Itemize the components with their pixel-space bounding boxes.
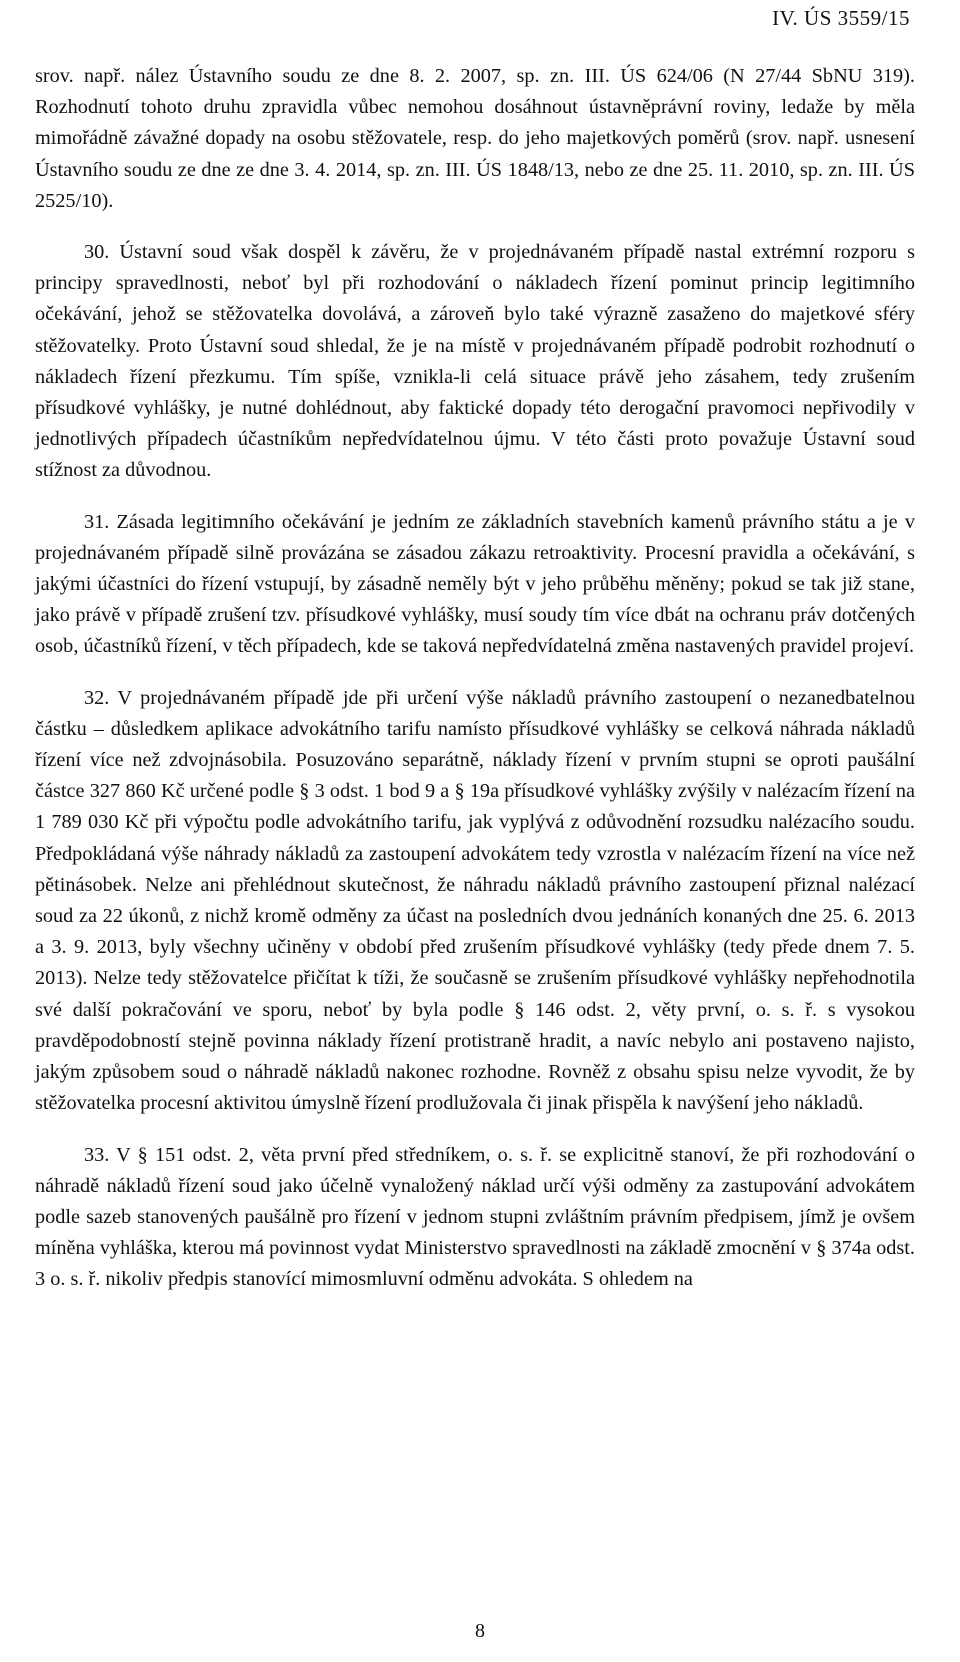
document-body <box>35 61 915 1296</box>
paragraph-33: 33. V § 151 odst. 2, věta první před středníkem, o. s. ř. se explicitně stanoví, že při rozhodování o náhradě nákladů řízení soud jako účelně vynaložený náklad určí výši odměny za zastupování advokátem podle sazeb stanovených paušálně pro řízení v jednom stupni zvláštním právním předpisem, jímž je ovšem míněna vyhláška, kterou má povinnost vydat Ministerstvo spravedlnosti na základě zmocnění v § 374a odst. 3 o. s. ř. nikoliv předpis stanovící mimosmluvní odměnu advokáta. S ohledem na <box>35 1143 915 1291</box>
paragraph-30: 30. Ústavní soud však dospěl k závěru, že v projednávaném případě nastal extrémní rozporu s principy spravedlnosti, neboť byl při rozhodování o nákladech řízení pominut princip legitimního očekávání, jehož se stěžovatelka dovolává, a zároveň bylo také výrazně zasaženo do majetkové sféry stěžovatelky. Proto Ústavní soud shledal, že je na místě v projednávaném případě podrobit rozhodnutí o nákladech řízení přezkumu. Tím spíše, vznikla-li celá situace právě jeho zásahem, tedy zrušením přísudkové vyhlášky, je nutné dohlédnout, aby faktické dopady této derogační pravomoci nepřivodily v jednotlivých případech účastníkům nepředvídatelnou újmu. V této části proto považuje Ústavní soud stížnost za důvodnou. <box>35 241 915 482</box>
page-number: 8 <box>475 1620 485 1642</box>
paragraph-32: 32. V projednávaném případě jde při určení výše nákladů právního zastoupení o nezanedbatelnou částku – důsledkem aplikace advokátního tarifu namísto přísudkové vyhlášky se celková náhrada nákladů řízení více než zdvojnásobila. Posuzováno separátně, náklady řízení v prvním stupni se oproti paušální částce 327 860 Kč určené podle § 3 odst. 1 bod 9 a § 19a přísudkové vyhlášky zvýšily v nalézacím řízení na 1 789 030 Kč při výpočtu podle advokátního tarifu, jak vyplývá z odůvodnění rozsudku nalézacího soudu. Předpokládaná výše náhrady nákladů za zastoupení advokátem tedy vzrostla v nalézacím řízení na více než pětinásobek. Nelze ani přehlédnout skutečnost, že náhradu nákladů právního zastoupení přiznal nalézací soud za 22 úkonů, z nichž kromě odměny za účast na posledních dvou jednáních konaných dne 25. 6. 2013 a 3. 9. 2013, byly všechny učiněny v období před zrušením přísudkové vyhlášky (tedy přede dnem 7. 5. 2013). Nelze tedy stěžovatelce přičítat k tíži, že současně se zrušením přísudkové vyhlášky nepřehodnotila své další pokračování ve sporu, neboť by byla podle § 146 odst. 2, věty první, o. s. ř. s vysokou pravděpodobností stejně povinna náklady řízení protistraně hradit, a navíc nebylo ani postaveno najisto, jakým způsobem soud o náhradě nákladů nakonec rozhodne. Rovněž z obsahu spisu nelze vyvodit, že by stěžovatelka procesní aktivitou úmyslně řízení prodlužovala či jinak přispěla k navýšení jeho nákladů. <box>35 686 915 1115</box>
paragraph-continuation: srov. např. nález Ústavního soudu ze dne 8. 2. 2007, sp. zn. III. ÚS 624/06 (N 27/44 SbNU 319). Rozhodnutí tohoto druhu zpravidla vůbec nemohou dosáhnout ústavněprávní roviny, ledaže by měla mimořádně závažné dopady na osobu stěžovatele, resp. do jeho majetkových poměrů (srov. např. usnesení Ústavního soudu ze dne ze dne 3. 4. 2014, sp. zn. III. ÚS 1848/13, nebo ze dne 25. 11. 2010, sp. zn. III. ÚS 2525/10). <box>35 65 915 212</box>
paragraph-31: 31. Zásada legitimního očekávání je jedním ze základních stavebních kamenů právního státu a je v projednávaném případě silně provázána se zásadou zákazu retroaktivity. Procesní pravidla a očekávání, s jakými účastníci do řízení vstupují, by zásadně neměly být v jeho průběhu měněny; pokud se tak již stane, jako právě v případě zrušení tzv. přísudkové vyhlášky, musí soudy tím více dbát na ochranu práv dotčených osob, účastníků řízení, v těch případech, kde se taková nepředvídatelná změna nastavených pravidel projeví. <box>35 510 915 658</box>
case-number-header: IV. ÚS 3559/15 <box>772 6 910 30</box>
